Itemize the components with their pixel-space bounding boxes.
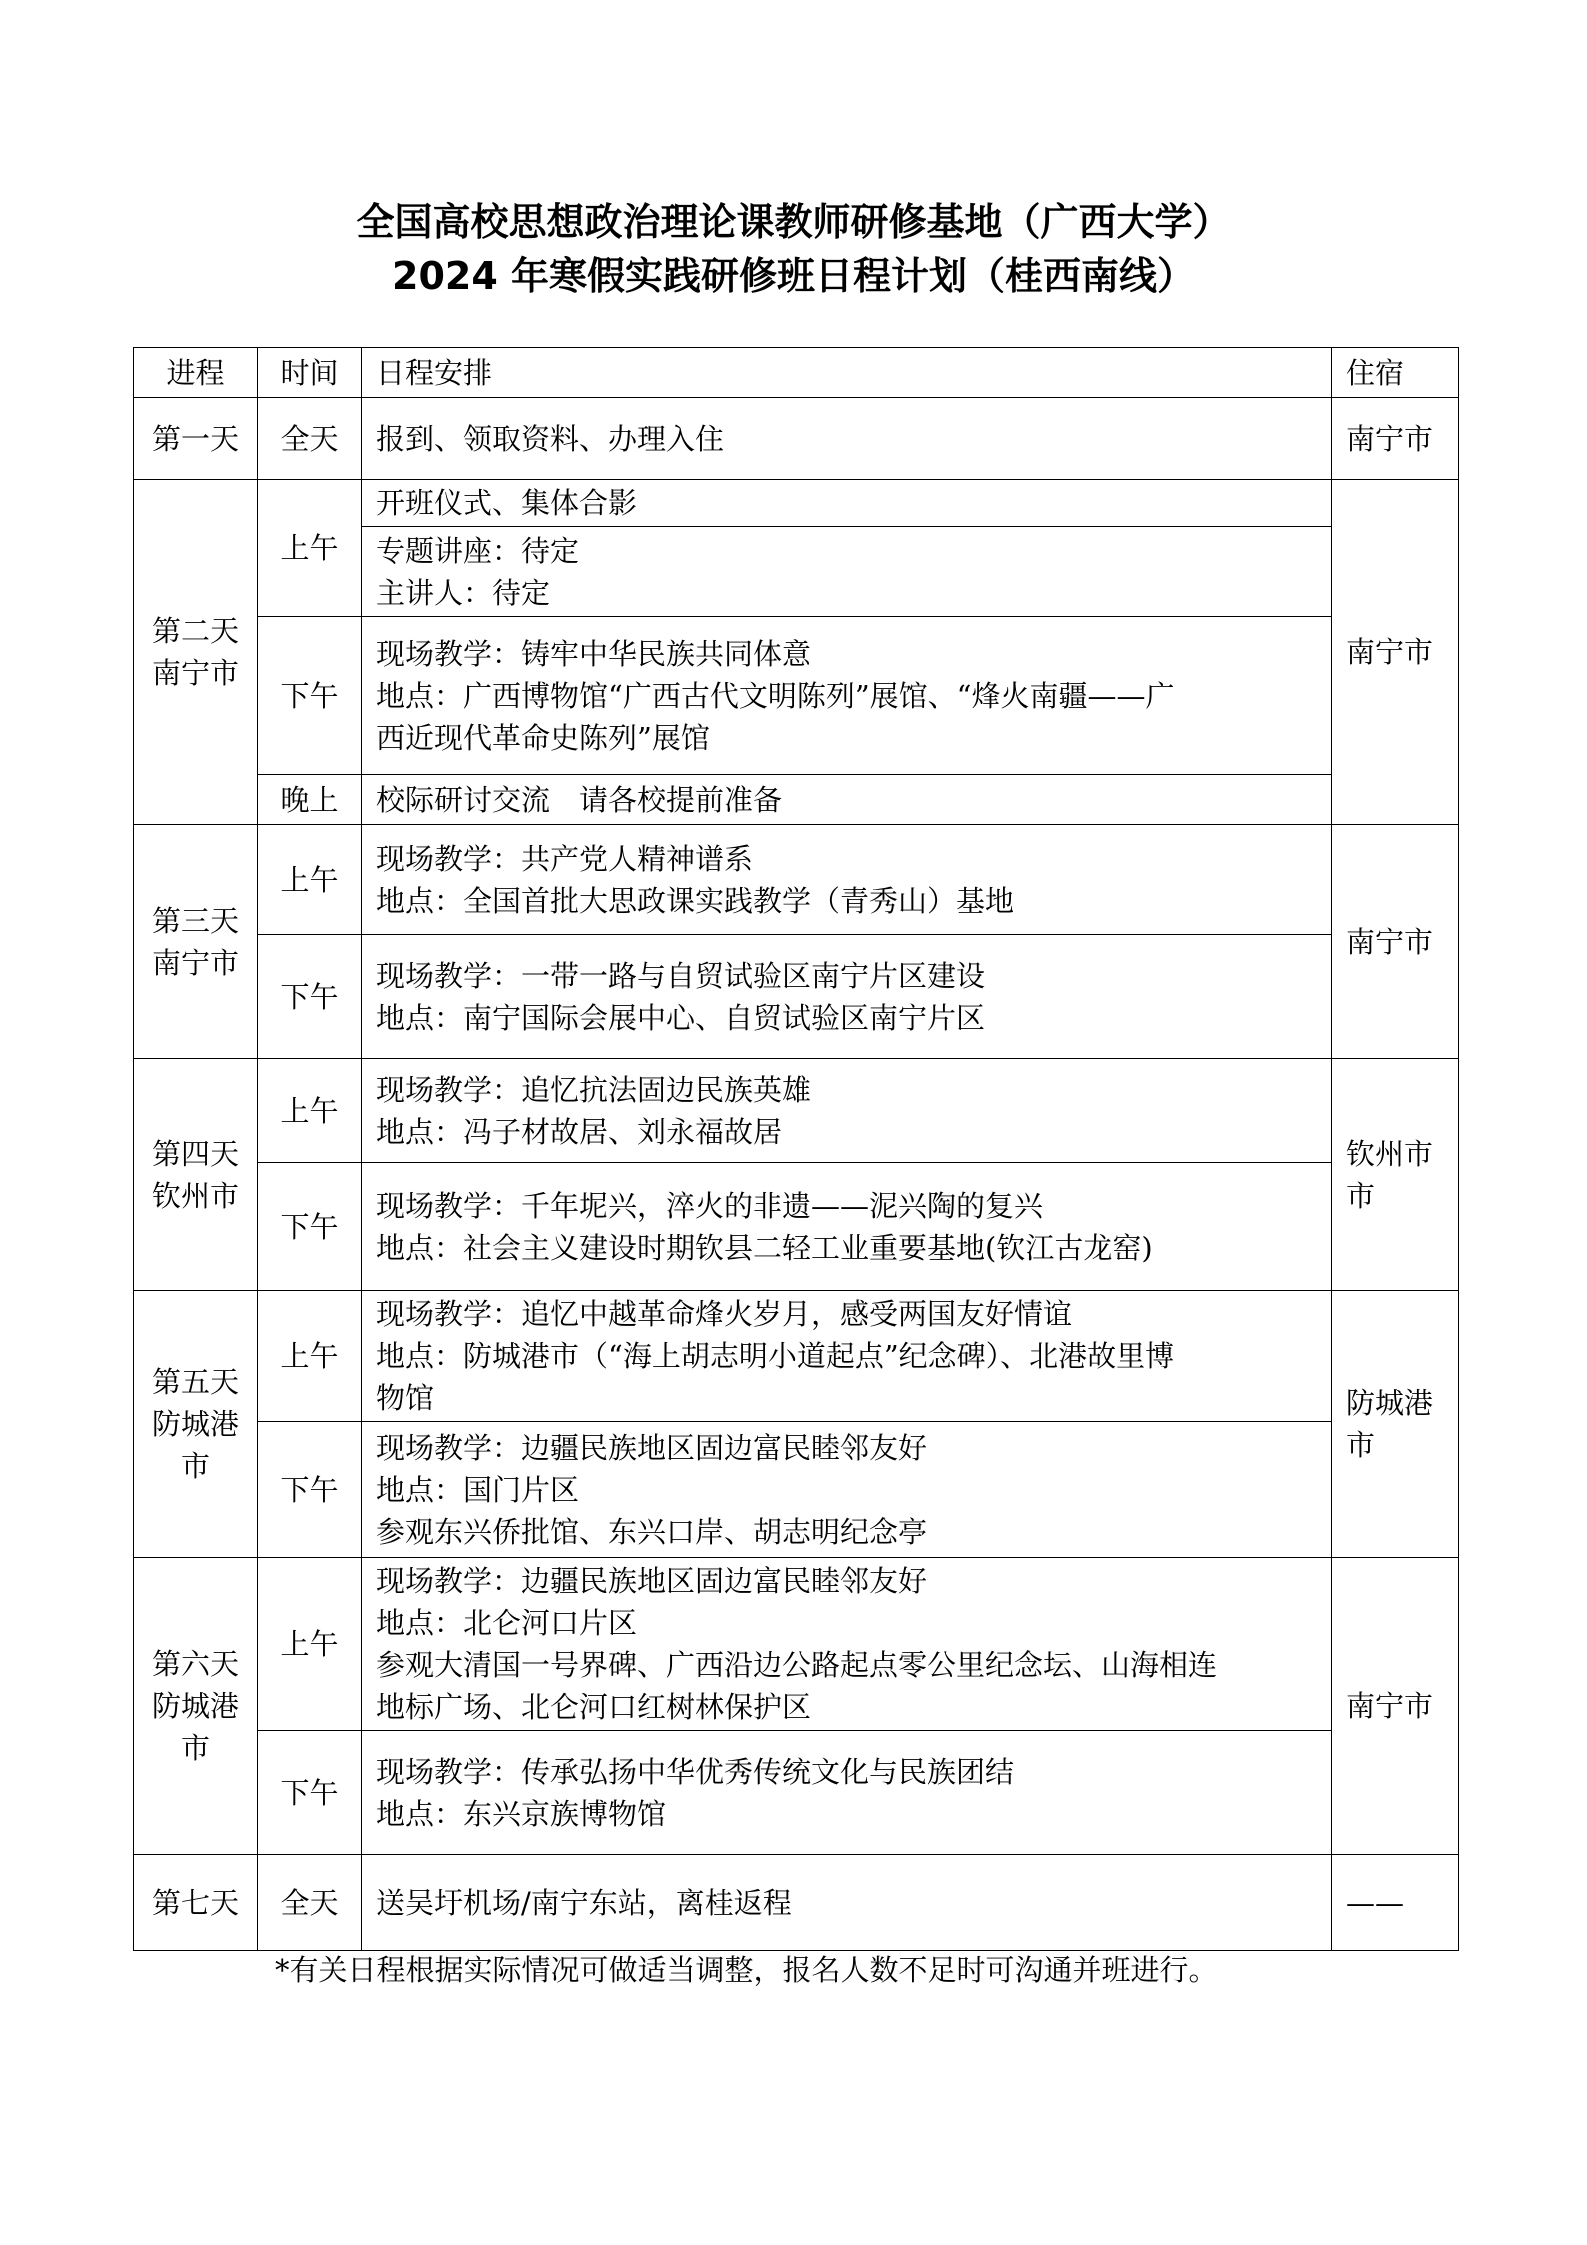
- schedule-day2-pm: 现场教学：铸牢中华民族共同体意 地点：广西博物馆“广西古代文明陈列”展馆、“烽火南疆——广 西近现代革命史陈列”展馆: [362, 617, 1332, 775]
- header-schedule: 日程安排: [362, 348, 1332, 398]
- stage-day5: 第五天 防城港 市: [134, 1291, 258, 1558]
- title-line-1: 全国高校思想政治理论课教师研修基地（广西大学）: [356, 200, 1231, 244]
- header-stage: 进程: [134, 348, 258, 398]
- title-line-2: 2024 年寒假实践研修班日程计划（桂西南线）: [392, 254, 1195, 298]
- table-row-day7: [134, 1855, 1459, 1951]
- schedule-day7: 送吴圩机场/南宁东站，离桂返程: [362, 1855, 1332, 1951]
- schedule-day2-am-1: 开班仪式、集体合影: [362, 480, 1332, 527]
- time-day6-pm: 下午: [258, 1731, 362, 1855]
- schedule-day3-pm: 现场教学：一带一路与自贸试验区南宁片区建设 地点：南宁国际会展中心、自贸试验区南宁片区: [362, 935, 1332, 1059]
- time-day6-am: 上午: [258, 1558, 362, 1731]
- stage-day1: 第一天: [134, 398, 258, 480]
- schedule-day4-pm: 现场教学：千年坭兴，淬火的非遗——泥兴陶的复兴 地点：社会主义建设时期钦县二轻工业重要基地(钦江古龙窑): [362, 1163, 1332, 1291]
- header-time: 时间: [258, 348, 362, 398]
- table-row-day5-am: [134, 1291, 1459, 1422]
- time-day2-pm: 下午: [258, 617, 362, 775]
- lodging-day5: 防城港 市: [1332, 1291, 1459, 1558]
- time-day2-am: 上午: [258, 480, 362, 617]
- schedule-day6-am: 现场教学：边疆民族地区固边富民睦邻友好 地点：北仑河口片区 参观大清国一号界碑、广西沿边公路起点零公里纪念坛、山海相连 地标广场、北仑河口红树林保护区: [362, 1558, 1332, 1731]
- schedule-day5-pm: 现场教学：边疆民族地区固边富民睦邻友好 地点：国门片区 参观东兴侨批馆、东兴口岸、胡志明纪念亭: [362, 1422, 1332, 1558]
- table-row-day2-pm: [134, 617, 1459, 775]
- time-day5-am: 上午: [258, 1291, 362, 1422]
- stage-day7: 第七天: [134, 1855, 258, 1951]
- time-day4-am: 上午: [258, 1059, 362, 1163]
- lodging-day4: 钦州市 市: [1332, 1059, 1459, 1291]
- schedule-day5-am: 现场教学：追忆中越革命烽火岁月，感受两国友好情谊 地点：防城港市（“海上胡志明小道起点”纪念碑）、北港故里博 物馆: [362, 1291, 1332, 1422]
- lodging-day6: 南宁市: [1332, 1558, 1459, 1855]
- schedule-day1: 报到、领取资料、办理入住: [362, 398, 1332, 480]
- lodging-day7: ——: [1332, 1855, 1459, 1951]
- time-day3-pm: 下午: [258, 935, 362, 1059]
- table-row-day4-am: [134, 1059, 1459, 1163]
- time-day5-pm: 下午: [258, 1422, 362, 1558]
- time-day3-am: 上午: [258, 825, 362, 935]
- lodging-day3: 南宁市: [1332, 825, 1459, 1059]
- table-row-day5-pm: [134, 1422, 1459, 1558]
- header-lodging: 住宿: [1332, 348, 1459, 398]
- table-row-day6-pm: [134, 1731, 1459, 1855]
- table-row-day3-am: [134, 825, 1459, 935]
- schedule-day2-eve: 校际研讨交流 请各校提前准备: [362, 775, 1332, 825]
- time-day1: 全天: [258, 398, 362, 480]
- table-header-row: [134, 348, 1459, 398]
- stage-day4: 第四天 钦州市: [134, 1059, 258, 1291]
- schedule-day6-pm: 现场教学：传承弘扬中华优秀传统文化与民族团结 地点：东兴京族博物馆: [362, 1731, 1332, 1855]
- time-day7: 全天: [258, 1855, 362, 1951]
- footnote: *有关日程根据实际情况可做适当调整，报名人数不足时可沟通并班进行。: [275, 1953, 1218, 1987]
- time-day4-pm: 下午: [258, 1163, 362, 1291]
- table-row-day2-eve: [134, 775, 1459, 825]
- table-row-day2-am-1: [134, 480, 1459, 527]
- stage-day6: 第六天 防城港 市: [134, 1558, 258, 1855]
- schedule-table: [133, 347, 1459, 1951]
- stage-day3: 第三天 南宁市: [134, 825, 258, 1059]
- schedule-day4-am: 现场教学：追忆抗法固边民族英雄 地点：冯子材故居、刘永福故居: [362, 1059, 1332, 1163]
- table-row-day4-pm: [134, 1163, 1459, 1291]
- lodging-day2: 南宁市: [1332, 480, 1459, 825]
- table-row-day1: [134, 398, 1459, 480]
- time-day2-eve: 晚上: [258, 775, 362, 825]
- table-row-day6-am: [134, 1558, 1459, 1731]
- stage-day2: 第二天 南宁市: [134, 480, 258, 825]
- schedule-day2-am-2: 专题讲座：待定 主讲人：待定: [362, 527, 1332, 617]
- schedule-day3-am: 现场教学：共产党人精神谱系 地点：全国首批大思政课实践教学（青秀山）基地: [362, 825, 1332, 935]
- table-row-day3-pm: [134, 935, 1459, 1059]
- lodging-day1: 南宁市: [1332, 398, 1459, 480]
